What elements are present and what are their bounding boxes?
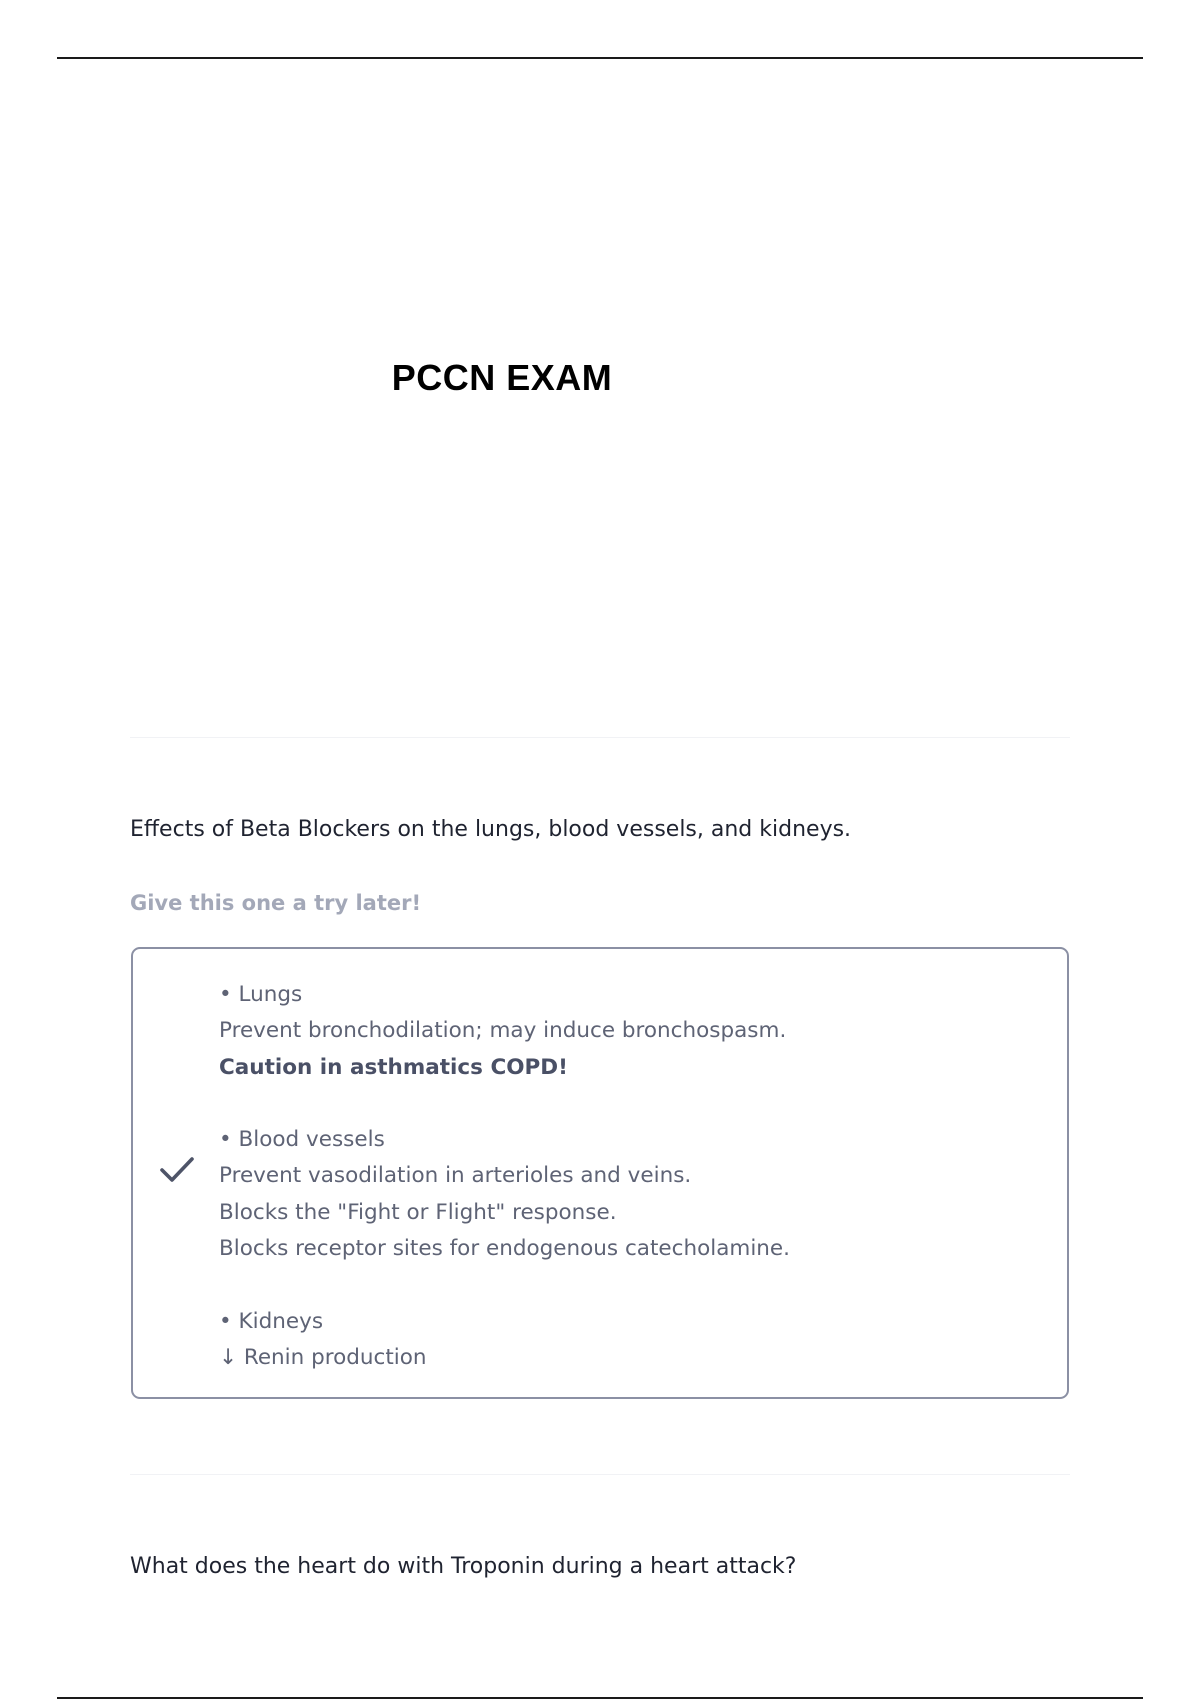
top-rule	[57, 57, 1143, 59]
answer-spacer	[219, 1267, 1039, 1303]
vessels-effect-3: Blocks receptor sites for endogenous catecholamine.	[219, 1236, 790, 1262]
vessels-effect-1: Prevent vasodilation in arterioles and veins.	[219, 1163, 692, 1189]
section-divider	[130, 1474, 1070, 1475]
lungs-heading: • Lungs	[219, 982, 303, 1007]
kidneys-effect: ↓ Renin production	[219, 1344, 427, 1370]
document-title: PCCN EXAM	[391, 357, 613, 398]
vessels-heading: • Blood vessels	[219, 1127, 385, 1153]
kidneys-heading: • Kidneys	[219, 1308, 324, 1334]
lungs-effect: Prevent bronchodilation; may induce bronchospasm.	[219, 1018, 787, 1044]
vessels-effect-2: Blocks the "Fight or Flight" response.	[219, 1199, 617, 1225]
answer-text	[219, 977, 1039, 1376]
checkmark-icon	[159, 1155, 195, 1185]
section-divider	[130, 737, 1070, 738]
flashcard-question: What does the heart do with Troponin during a heart attack?	[130, 1554, 797, 1579]
lungs-caution: Caution in asthmatics COPD!	[219, 1054, 568, 1080]
bottom-rule	[57, 1697, 1143, 1699]
answer-spacer	[219, 1086, 1039, 1122]
answer-card[interactable]	[131, 947, 1069, 1399]
try-later-hint: Give this one a try later!	[130, 891, 422, 915]
flashcard-question: Effects of Beta Blockers on the lungs, blood vessels, and kidneys.	[130, 817, 852, 842]
